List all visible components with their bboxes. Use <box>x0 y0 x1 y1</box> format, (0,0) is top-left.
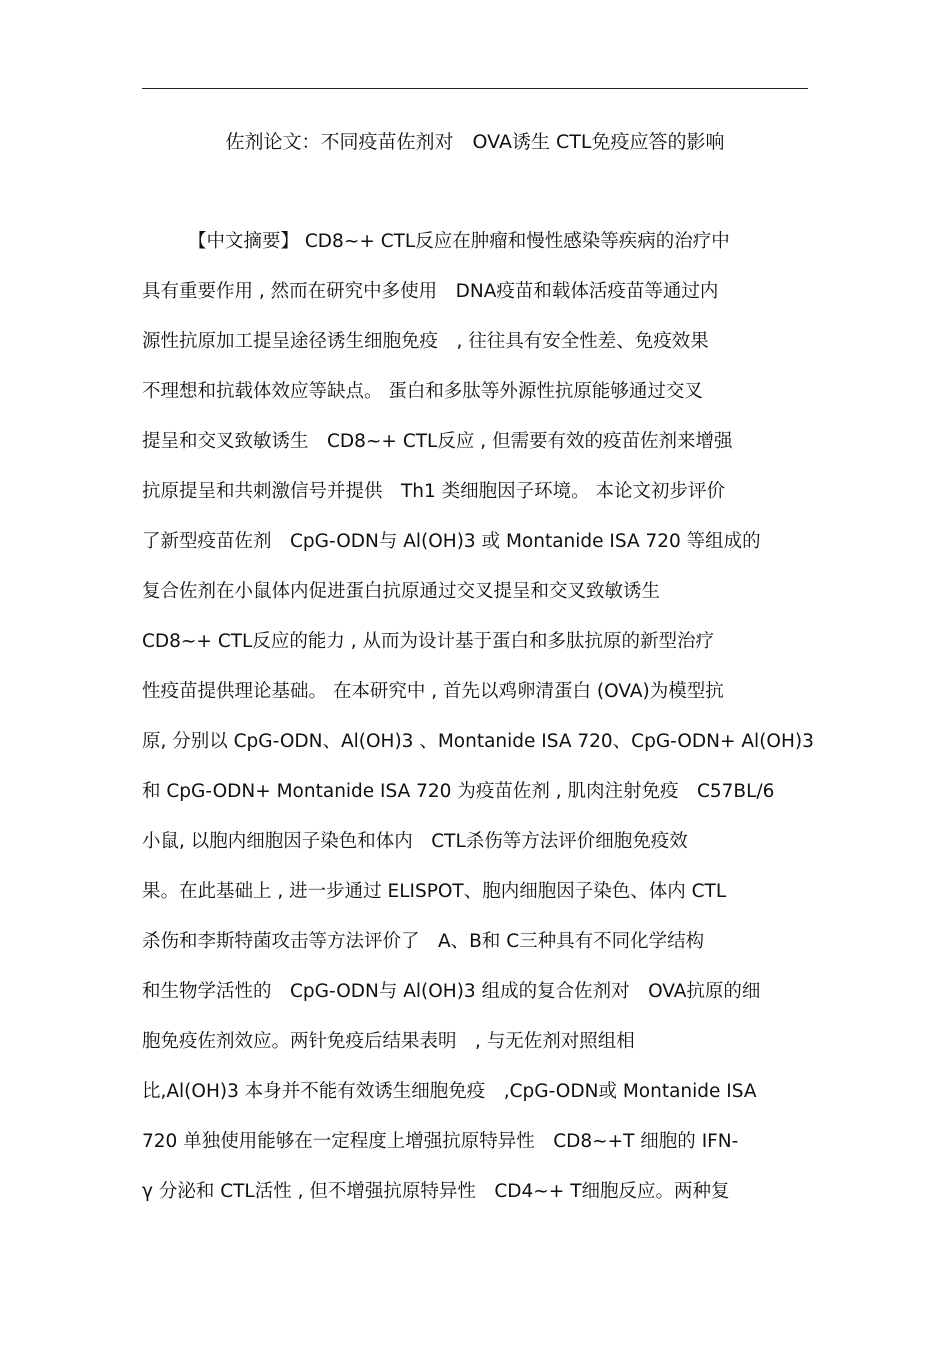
abstract-line: 源性抗原加工提呈途径诱生细胞免疫 , 往往具有安全性差、免疫效果 <box>142 331 709 352</box>
abstract-line: 原, 分别以 CpG-ODN、Al(OH)3 、Montanide ISA 720、CpG-ODN+ Al(OH)3 <box>142 731 814 752</box>
abstract-line: 和生物学活性的 CpG-ODN与 Al(OH)3 组成的复合佐剂对 OVA抗原的细 <box>142 981 761 1002</box>
abstract-line: 不理想和抗载体效应等缺点。 蛋白和多肽等外源性抗原能够通过交叉 <box>142 381 703 402</box>
abstract-line: 胞免疫佐剂效应。两针免疫后结果表明 , 与无佐剂对照组相 <box>142 1031 635 1052</box>
abstract-line: 了新型疫苗佐剂 CpG-ODN与 Al(OH)3 或 Montanide ISA 720 等组成的 <box>142 531 761 552</box>
abstract-line: 抗原提呈和共刺激信号并提供 Th1 类细胞因子环境。 本论文初步评价 <box>142 481 726 502</box>
abstract-line: 和 CpG-ODN+ Montanide ISA 720 为疫苗佐剂 , 肌肉注射免疫 C57BL/6 <box>142 781 775 802</box>
abstract-line: 果。在此基础上 , 进一步通过 ELISPOT、胞内细胞因子染色、体内 CTL <box>142 881 727 902</box>
header-rule <box>142 88 808 89</box>
abstract-line: 【中文摘要】 CD8~+ CTL反应在肿瘤和慢性感染等疾病的治疗中 <box>188 231 730 252</box>
abstract-line: γ 分泌和 CTL活性 , 但不增强抗原特异性 CD4~+ T细胞反应。两种复 <box>142 1181 730 1202</box>
abstract-line: 提呈和交叉致敏诱生 CD8~+ CTL反应 , 但需要有效的疫苗佐剂来增强 <box>142 431 733 452</box>
abstract-body <box>142 228 822 1228</box>
abstract-line: 具有重要作用 , 然而在研究中多使用 DNA疫苗和载体活疫苗等通过内 <box>142 281 719 302</box>
document-title: 佐剂论文：不同疫苗佐剂对 OVA诱生 CTL免疫应答的影响 <box>225 131 725 153</box>
abstract-line: 复合佐剂在小鼠体内促进蛋白抗原通过交叉提呈和交叉致敏诱生 <box>142 581 661 602</box>
abstract-line: 720 单独使用能够在一定程度上增强抗原特异性 CD8~+T 细胞的 IFN- <box>142 1131 739 1152</box>
abstract-line: 杀伤和李斯特菌攻击等方法评价了 A、B和 C三种具有不同化学结构 <box>142 931 705 952</box>
abstract-line: 小鼠, 以胞内细胞因子染色和体内 CTL杀伤等方法评价细胞免疫效 <box>142 831 688 852</box>
abstract-line: 性疫苗提供理论基础。 在本研究中 , 首先以鸡卵清蛋白 (OVA)为模型抗 <box>142 681 724 702</box>
abstract-line: 比,Al(OH)3 本身并不能有效诱生细胞免疫 ,CpG-ODN或 Montanide ISA <box>142 1081 757 1102</box>
abstract-line: CD8~+ CTL反应的能力 , 从而为设计基于蛋白和多肽抗原的新型治疗 <box>142 631 714 652</box>
